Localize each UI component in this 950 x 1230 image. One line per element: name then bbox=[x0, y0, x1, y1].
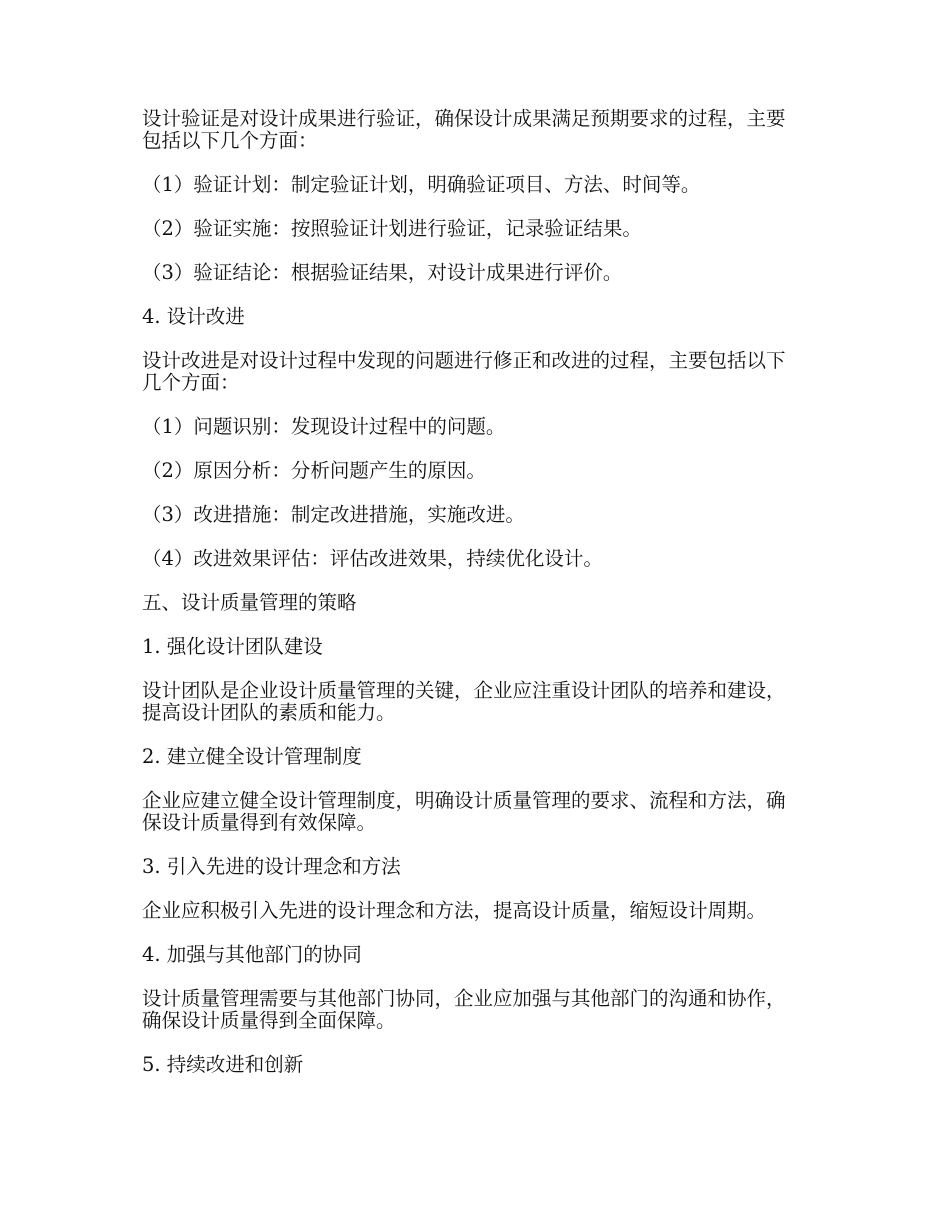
heading-design-improvement: 4. 设计改进 bbox=[142, 305, 245, 328]
heading-strategy-4: 4. 加强与其他部门的协同 bbox=[142, 943, 362, 966]
heading-strategy-5: 5. 持续改进和创新 bbox=[142, 1053, 304, 1076]
document-body bbox=[142, 108, 802, 1098]
paragraph-strategy-1: 设计团队是企业设计质量管理的关键，企业应注重设计团队的培养和建设，提高设计团队的素质和能力。 bbox=[142, 679, 786, 724]
list-item-improvement-evaluation: （4）改进效果评估：评估改进效果，持续优化设计。 bbox=[142, 547, 603, 570]
list-item-improvement-measures: （3）改进措施：制定改进措施，实施改进。 bbox=[142, 503, 525, 526]
paragraph-verification-intro: 设计验证是对设计成果进行验证，确保设计成果满足预期要求的过程，主要包括以下几个方面： bbox=[142, 107, 786, 152]
list-item-verification-implementation: （2）验证实施：按照验证计划进行验证，记录验证结果。 bbox=[142, 217, 642, 240]
paragraph-strategy-4: 设计质量管理需要与其他部门协同，企业应加强与其他部门的沟通和协作，确保设计质量得到全面保障。 bbox=[142, 987, 786, 1032]
heading-strategy-1: 1. 强化设计团队建设 bbox=[142, 635, 323, 658]
heading-strategy-3: 3. 引入先进的设计理念和方法 bbox=[142, 855, 401, 878]
list-item-verification-conclusion: （3）验证结论：根据验证结果，对设计成果进行评价。 bbox=[142, 261, 623, 284]
list-item-problem-identification: （1）问题识别：发现设计过程中的问题。 bbox=[142, 415, 506, 438]
list-item-cause-analysis: （2）原因分析：分析问题产生的原因。 bbox=[142, 459, 486, 482]
heading-strategy-2: 2. 建立健全设计管理制度 bbox=[142, 745, 362, 768]
paragraph-strategy-2: 企业应建立健全设计管理制度，明确设计质量管理的要求、流程和方法，确保设计质量得到有效保障。 bbox=[142, 789, 786, 834]
list-item-verification-plan: （1）验证计划：制定验证计划，明确验证项目、方法、时间等。 bbox=[142, 173, 701, 196]
paragraph-strategy-3: 企业应积极引入先进的设计理念和方法，提高设计质量，缩短设计周期。 bbox=[142, 899, 767, 922]
paragraph-improvement-intro: 设计改进是对设计过程中发现的问题进行修正和改进的过程，主要包括以下几个方面： bbox=[142, 349, 786, 394]
section-heading-strategies: 五、设计质量管理的策略 bbox=[142, 591, 357, 614]
